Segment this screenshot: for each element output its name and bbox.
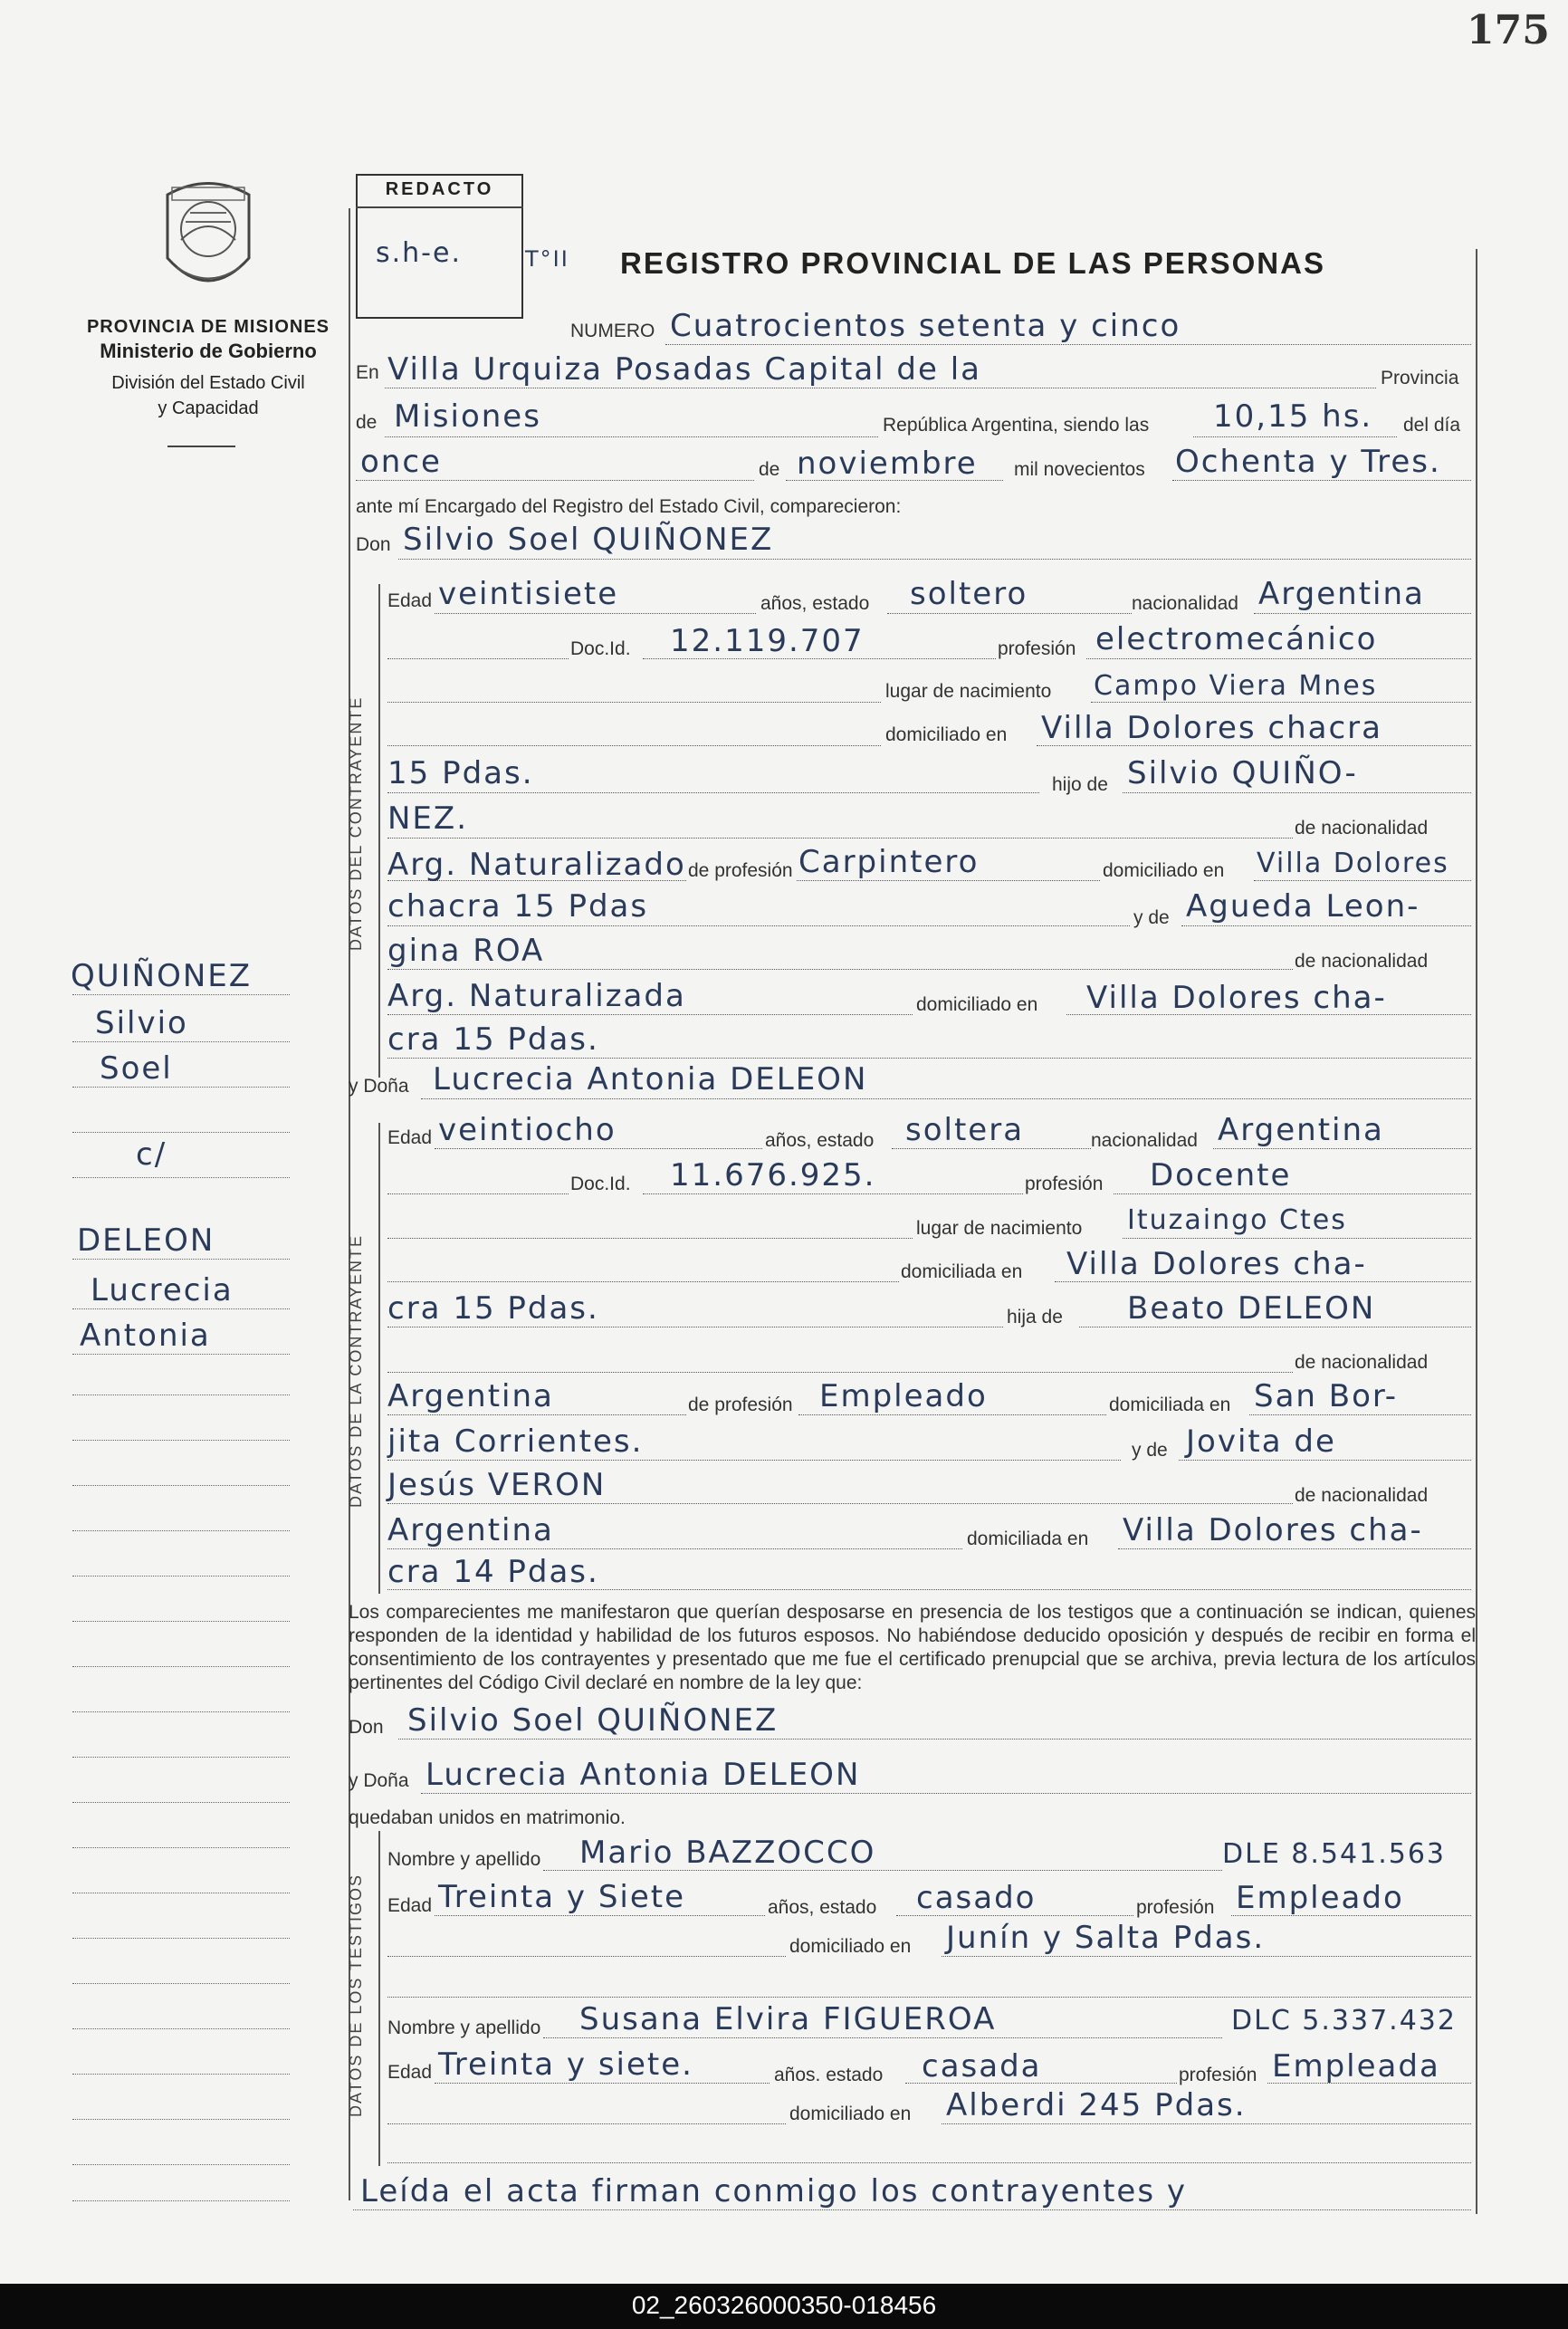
- groom-padre-dom-underline: [1254, 880, 1471, 881]
- hora-value: 10,15 hs.: [1213, 398, 1373, 435]
- margin-antonia: Antonia: [80, 1318, 211, 1354]
- bride-edad: veintiocho: [438, 1112, 617, 1148]
- bride-lugar-underline: [1123, 1238, 1471, 1239]
- margin-rule-18: [72, 1802, 290, 1803]
- groom-edad: veintisiete: [438, 576, 619, 612]
- w2-profesion: Empleada: [1272, 2048, 1440, 2085]
- margin-rule-7: [72, 1308, 290, 1309]
- bride-name: Lucrecia Antonia DELEON: [433, 1061, 868, 1097]
- hora-underline: [1193, 436, 1397, 437]
- decl-dona-underline: [421, 1793, 1471, 1794]
- bride-lugar-label: lugar de nacimiento: [916, 1218, 1083, 1239]
- w1-edad: Treinta y Siete: [438, 1879, 686, 1915]
- groom-padre-prof: Carpintero: [798, 844, 980, 880]
- groom-nac-underline: [1254, 613, 1471, 614]
- bride-padre-prof: Empleado: [819, 1378, 988, 1414]
- witness-block-border: [378, 1831, 380, 2166]
- bride-madre-2: Jesús VERON: [387, 1467, 607, 1503]
- w1-domicilio: Junín y Salta Pdas.: [946, 1920, 1266, 1956]
- w2-nombre-underline: [543, 2037, 1222, 2038]
- margin-silvio: Silvio: [95, 1005, 188, 1041]
- w2-name: Susana Elvira FIGUEROA: [579, 2001, 997, 2037]
- bride-doc: 11.676.925.: [670, 1157, 876, 1193]
- bride-padre-blank: [387, 1372, 1293, 1373]
- quedaban-text: quedaban unidos en matrimonio.: [349, 1807, 626, 1828]
- bride-padre-dom: San Bor-: [1254, 1378, 1398, 1414]
- bride-dom-lead: [387, 1281, 899, 1282]
- groom-padre-underline: [1123, 792, 1471, 793]
- margin-rule-2: [72, 1041, 290, 1042]
- don-label: Don: [356, 534, 391, 555]
- margin-deleon: DELEON: [77, 1222, 215, 1259]
- groom-padre-2: NEZ.: [387, 800, 469, 837]
- margin-rule-1: [72, 994, 290, 995]
- bride-padre-dom-2: jita Corrientes.: [387, 1423, 644, 1460]
- bride-hija-label: hija de: [1007, 1307, 1063, 1327]
- bride-nac-label: nacionalidad: [1091, 1130, 1198, 1151]
- margin-rule-21: [72, 1938, 290, 1939]
- w1-dom-label: domiciliado en: [789, 1936, 912, 1957]
- margin-rule-13: [72, 1576, 290, 1577]
- bride-domicilio-2: cra 15 Pdas.: [387, 1290, 599, 1327]
- bride-edad-underline: [435, 1148, 762, 1149]
- w2-nombre-label: Nombre y apellido: [387, 2018, 541, 2038]
- province-name: PROVINCIA DE MISIONES: [86, 317, 330, 337]
- groom-padre-dom-2: chacra 15 Pdas: [387, 888, 649, 925]
- margin-rule-23: [72, 2028, 290, 2029]
- w1-blank-line: [387, 1997, 1471, 1998]
- dia-value: once: [360, 444, 442, 480]
- groom-edad-label: Edad: [387, 590, 433, 611]
- w2-estado-label: años. estado: [774, 2065, 884, 2085]
- w1-prof-label: profesión: [1136, 1897, 1215, 1918]
- groom-padre-nac-label: de nacionalidad: [1295, 818, 1429, 839]
- margin-rule-12: [72, 1530, 290, 1531]
- bride-nacionalidad: Argentina: [1218, 1112, 1384, 1148]
- w1-name: Mario BAZZOCCO: [579, 1835, 876, 1871]
- groom-madre-dom2-underline: [387, 1058, 1471, 1059]
- bride-madre-dom-underline: [1118, 1548, 1471, 1549]
- bride-madre-dom-2: cra 14 Pdas.: [387, 1554, 599, 1590]
- groom-block-border: [378, 584, 380, 1078]
- bride-lugar: Ituzaingo Ctes: [1127, 1204, 1347, 1236]
- groom-madre-nac-underline: [387, 1014, 913, 1015]
- groom-madre-dom: Villa Dolores cha-: [1086, 980, 1387, 1016]
- decl-don-underline: [398, 1739, 1471, 1740]
- right-border: [1476, 249, 1477, 2214]
- division-line-2: y Capacidad: [158, 398, 259, 418]
- bride-padre-prof-underline: [798, 1414, 1106, 1415]
- bride-padre: Beato DELEON: [1127, 1290, 1376, 1327]
- bride-doc-underline: [643, 1193, 1023, 1194]
- bride-madre-nac: Argentina: [387, 1512, 554, 1548]
- bride-section-label: DATOS DE LA CONTRAYENTE: [347, 1233, 365, 1508]
- anio-underline: [1172, 480, 1471, 481]
- legal-paragraph: Los comparecientes me manifestaron que querían desposarse en presencia de los testigos que a continuación se indican, quienes responden de la identidad y habilidad de los futuros esposos. No habiéndose deducido oposición y después de recibir en forma el consentimiento de los contrayentes y presentado que me fue el certificado prenupcial que se archiva, previa lectura de los artículos pertinentes del Código Civil declaré en nombre de la ley que:: [349, 1602, 1476, 1693]
- bride-madre: Jovita de: [1186, 1423, 1336, 1460]
- header-divider: [167, 446, 235, 447]
- margin-rule-10: [72, 1440, 290, 1441]
- groom-doc-lead: [387, 658, 569, 659]
- y-dona-label: y Doña: [349, 1076, 409, 1097]
- margin-rule-14: [72, 1621, 290, 1622]
- groom-lugar: Campo Viera Mnes: [1094, 670, 1378, 702]
- numero-value: Cuatrocientos setenta y cinco: [670, 308, 1181, 344]
- mil-novecientos-label: mil novecientos: [1014, 459, 1145, 480]
- margin-rule-5: [72, 1177, 290, 1178]
- w2-estado: casada: [922, 2048, 1042, 2085]
- groom-madre: Agueda Leon-: [1186, 888, 1420, 925]
- bride-madre-dom: Villa Dolores cha-: [1123, 1512, 1423, 1548]
- w2-prof-label: profesión: [1179, 2065, 1257, 2085]
- bride-lugar-lead: [387, 1238, 913, 1239]
- bride-edad-label: Edad: [387, 1127, 433, 1148]
- bride-padre-dom-label: domiciliada en: [1109, 1395, 1231, 1415]
- w2-dom-lead: [387, 2123, 786, 2124]
- groom-nac-label: nacionalidad: [1132, 593, 1238, 614]
- groom-domicilio-2: 15 Pdas.: [387, 755, 534, 791]
- groom-lugar-label: lugar de nacimiento: [885, 681, 1052, 702]
- groom-nacionalidad: Argentina: [1258, 576, 1425, 612]
- de-mes-label: de: [759, 459, 780, 480]
- provincia-value: Misiones: [394, 398, 541, 435]
- groom-padre2-underline: [387, 838, 1293, 839]
- w2-edad-label: Edad: [387, 2062, 433, 2083]
- margin-quinonez: QUIÑONEZ: [71, 958, 253, 994]
- footer-id: 02_260326000350-018456: [631, 2291, 937, 2319]
- anio-value: Ochenta y Tres.: [1175, 444, 1441, 480]
- groom-madre-dom-2: cra 15 Pdas.: [387, 1021, 599, 1058]
- groom-doc-label: Doc.Id.: [570, 638, 631, 659]
- groom-madre2-underline: [387, 969, 1293, 970]
- margin-rule-19: [72, 1847, 290, 1848]
- groom-profesion: electromecánico: [1095, 621, 1378, 657]
- mes-value: noviembre: [797, 446, 978, 482]
- groom-domicilio: Villa Dolores chacra: [1041, 710, 1382, 746]
- groom-padre-dom: Villa Dolores: [1257, 848, 1449, 879]
- decl-don-label: Don: [349, 1717, 384, 1738]
- margin-rule-25: [72, 2119, 290, 2120]
- bride-nac-underline: [1213, 1148, 1471, 1149]
- margin-rule-3: [72, 1087, 290, 1088]
- division-line-1: División del Estado Civil: [111, 373, 305, 393]
- groom-madre-2: gina ROA: [387, 933, 545, 969]
- decl-dona-label: y Doña: [349, 1770, 409, 1791]
- bride-block-border: [378, 1123, 380, 1594]
- groom-padre: Silvio QUIÑO-: [1127, 755, 1358, 791]
- w2-domicilio: Alberdi 245 Pdas.: [946, 2087, 1247, 2123]
- witness-section-label: DATOS DE LOS TESTIGOS: [347, 1873, 365, 2117]
- groom-padre-dom-label: domiciliado en: [1103, 860, 1225, 881]
- margin-rule-27: [72, 2200, 290, 2201]
- w2-doc: DLC 5.337.432: [1231, 2005, 1457, 2037]
- bride-madre-nac-label: de nacionalidad: [1295, 1485, 1429, 1506]
- bride-padre-nac-underline: [387, 1414, 686, 1415]
- w1-estado: casado: [916, 1880, 1037, 1916]
- groom-madre-dom-label: domiciliado en: [916, 994, 1038, 1015]
- groom-edad-underline: [435, 613, 756, 614]
- bride-profesion: Docente: [1150, 1157, 1292, 1193]
- w1-edad-underline: [435, 1915, 765, 1916]
- bride-padre-nac-label: de nacionalidad: [1295, 1352, 1429, 1373]
- margin-rule-15: [72, 1666, 290, 1667]
- dia-underline: [356, 480, 754, 481]
- groom-name: Silvio Soel QUIÑONEZ: [403, 522, 774, 558]
- closing-text: Leída el acta firman conmigo los contrayentes y: [360, 2173, 1187, 2209]
- w1-dom-lead: [387, 1956, 786, 1957]
- w1-estado-label: años, estado: [768, 1897, 877, 1918]
- margin-con: c/: [136, 1136, 167, 1173]
- redacto-label: REDACTO: [385, 179, 494, 199]
- groom-madre-underline: [1181, 925, 1471, 926]
- margin-lucrecia: Lucrecia: [91, 1272, 234, 1308]
- groom-madre-nac: Arg. Naturalizada: [387, 978, 686, 1014]
- bride-madre-nac-underline: [387, 1548, 962, 1549]
- groom-dom-lead: [387, 745, 881, 746]
- w2-dom-underline: [942, 2123, 1471, 2124]
- bride-madre2-underline: [387, 1503, 1293, 1504]
- groom-hijo-label: hijo de: [1052, 774, 1108, 795]
- de-label: de: [356, 412, 378, 433]
- en-label: En: [356, 362, 379, 383]
- bride-estado-label: años, estado: [765, 1130, 875, 1151]
- bride-madre-underline: [1179, 1460, 1471, 1461]
- bride-dom-label: domiciliada en: [901, 1261, 1023, 1282]
- margin-rule-22: [72, 1983, 290, 1984]
- groom-dom2-underline: [387, 792, 1039, 793]
- groom-padre-dom2-underline: [387, 925, 1130, 926]
- groom-padre-nac: Arg. Naturalizado: [387, 847, 686, 883]
- groom-prof-label: profesión: [998, 638, 1076, 659]
- w1-doc: DLE 8.541.563: [1222, 1838, 1446, 1870]
- redacto-initials: s.h-e.: [376, 237, 462, 269]
- margin-rule-6: [72, 1259, 290, 1260]
- bride-y-de-label: y de: [1132, 1440, 1168, 1461]
- dona-underline: [421, 1098, 1471, 1099]
- w1-nombre-label: Nombre y apellido: [387, 1849, 541, 1870]
- groom-madre-nac-label: de nacionalidad: [1295, 951, 1429, 972]
- margin-rule-16: [72, 1711, 290, 1712]
- groom-lugar-lead: [387, 702, 881, 703]
- groom-estado-underline: [887, 613, 1132, 614]
- groom-prof-underline: [1086, 658, 1471, 659]
- groom-padre-prof-label: de profesión: [688, 860, 793, 881]
- bride-doc-label: Doc.Id.: [570, 1174, 631, 1194]
- groom-lugar-underline: [1091, 702, 1471, 703]
- groom-estado: soltero: [910, 576, 1028, 612]
- groom-padre-prof-underline: [797, 880, 1100, 881]
- bride-estado: soltera: [905, 1112, 1025, 1148]
- bride-doc-lead: [387, 1193, 569, 1194]
- bride-padre-nac: Argentina: [387, 1378, 554, 1414]
- bride-prof-underline: [1114, 1193, 1471, 1194]
- decl-dona-name: Lucrecia Antonia DELEON: [425, 1757, 861, 1793]
- registry-title: REGISTRO PROVINCIAL DE LAS PERSONAS: [620, 246, 1325, 280]
- margin-rule-8: [72, 1354, 290, 1355]
- w2-edad: Treinta y siete.: [438, 2046, 693, 2083]
- bride-padre-dom-underline: [1249, 1414, 1471, 1415]
- bride-padre-prof-label: de profesión: [688, 1395, 793, 1415]
- ante-mi-text: ante mí Encargado del Registro del Estado Civil, comparecieron:: [356, 496, 902, 517]
- bride-madre-dom-label: domiciliada en: [967, 1529, 1089, 1549]
- margin-rule-26: [72, 2164, 290, 2165]
- republica-label: República Argentina, siendo las: [883, 415, 1150, 436]
- decl-don-name: Silvio Soel QUIÑONEZ: [407, 1702, 779, 1739]
- margin-soel: Soel: [100, 1050, 173, 1087]
- groom-dom-label: domiciliado en: [885, 724, 1008, 745]
- provincia-label: Provincia: [1381, 368, 1459, 388]
- page-number: 175: [1467, 7, 1550, 53]
- w1-edad-label: Edad: [387, 1895, 433, 1916]
- groom-doc: 12.119.707: [670, 623, 865, 659]
- w2-dom-label: domiciliado en: [789, 2104, 912, 2124]
- margin-rule-11: [72, 1485, 290, 1486]
- margin-rule-4: [72, 1132, 290, 1133]
- don-underline: [398, 559, 1471, 560]
- de-underline: [385, 436, 878, 437]
- bride-domicilio: Villa Dolores cha-: [1066, 1246, 1367, 1282]
- tomo-note: T°II: [525, 246, 569, 272]
- numero-underline: [665, 344, 1471, 345]
- w1-profesion: Empleado: [1236, 1880, 1404, 1916]
- numero-label: NUMERO: [570, 321, 655, 341]
- ministry-name: Ministerio de Gobierno: [100, 340, 317, 362]
- w1-dom-underline: [942, 1956, 1471, 1957]
- margin-rule-17: [72, 1757, 290, 1758]
- bride-prof-label: profesión: [1025, 1174, 1104, 1194]
- del-dia-label: del día: [1403, 415, 1461, 436]
- w2-blank-line: [387, 2162, 1471, 2163]
- en-value: Villa Urquiza Posadas Capital de la: [387, 351, 982, 388]
- w2-edad-underline: [435, 2083, 770, 2084]
- groom-estado-label: años, estado: [760, 593, 870, 614]
- closing-underline: [353, 2209, 1471, 2210]
- province-seal-icon: [154, 177, 263, 303]
- bride-padre-dom2-underline: [387, 1460, 1121, 1461]
- groom-y-de-label: y de: [1133, 907, 1170, 928]
- groom-section-label: DATOS DEL CONTRAYENTE: [347, 695, 365, 951]
- redacto-divider: [356, 206, 523, 208]
- bride-estado-underline: [892, 1148, 1091, 1149]
- margin-rule-24: [72, 2074, 290, 2075]
